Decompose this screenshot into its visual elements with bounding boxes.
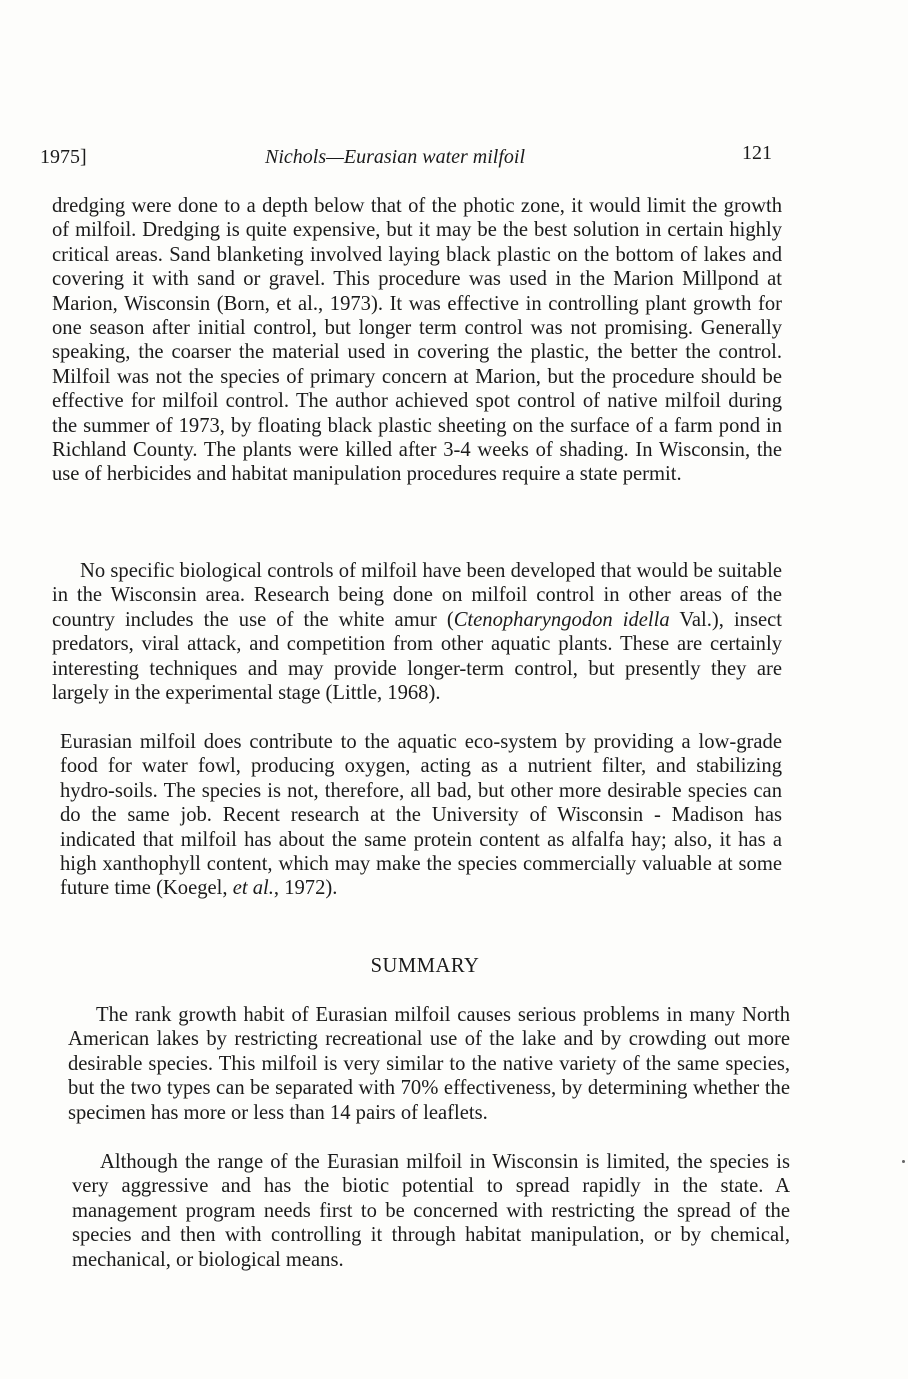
summary-heading: SUMMARY	[370, 955, 480, 977]
paragraph-biological-controls	[52, 559, 782, 705]
scan-speck	[902, 1160, 905, 1163]
page-number: 121	[742, 142, 772, 164]
body-paragraph-2	[52, 559, 782, 705]
paragraph-text-b: , 1972).	[273, 877, 338, 900]
paragraph-text-a: No specific biological controls of milfoil have been developed that would be suitable in the Wisconsin area. Research being done on milfoil control in other areas of the country includes the use of the white amur (	[52, 560, 782, 631]
citation-et-al: et al.	[232, 877, 274, 900]
paragraph-text: Although the range of the Eurasian milfoil in Wisconsin is limited, the species is very aggressive and has the biotic potential to spread rapidly in the state. A management program needs first to be concerned with restricting the spread of the species and then with controlling it through habitat manipulation, or by chemical, mechanical, or biological means.	[72, 1151, 790, 1271]
running-header	[40, 142, 780, 172]
paragraph-text-b: Val.), insect predators, viral attack, and competition from other aquatic plants. These are certainly interesting techniques and may provide longer-term control, but presently they are largely in the experimental stage (Little, 1968).	[52, 608, 782, 705]
body-paragraph-3	[60, 730, 782, 901]
species-name: Ctenopharyngodon idella	[453, 608, 670, 631]
summary-paragraph-1	[68, 1003, 790, 1125]
paragraph-text: The rank growth habit of Eurasian milfoil causes serious problems in many North American lakes by restricting recreational use of the lake and by crowding out more desirable species. This milfoil is very similar to the native variety of the same species, but the two types can be separated with 70% effectiveness, by determining whether the specimen has more or less than 14 pairs of leaflets.	[68, 1004, 790, 1124]
paragraph-ecosystem	[60, 730, 782, 901]
body-paragraph-1	[52, 194, 782, 487]
header-year: 1975]	[40, 146, 87, 168]
header-running-title: Nichols—Eurasian water milfoil	[265, 146, 526, 168]
paragraph-text-a: Eurasian milfoil does contribute to the aquatic eco-system by providing a low-grade food for water fowl, producing oxygen, acting as a nutrient filter, and stabilizing hydro-soils. The species is not, therefore, all bad, but other more desirable species can do the same job. Recent research at the University of Wisconsin - Madison has indicated that milfoil has about the same protein content as alfalfa hay; also, it has a high xanthophyll content, which may make the species commercially valuable at some future time (Koegel,	[60, 731, 782, 900]
paragraph-text: dredging were done to a depth below that of the photic zone, it would limit the growth of milfoil. Dredging is quite expensive, but it may be the best solution in certain highly critical areas. Sand blanketing involved laying black plastic on the bottom of lakes and covering it with sand or gravel. This procedure was used in the Marion Millpond at Marion, Wisconsin (Born, et al., 1973). It was effective in controlling plant growth for one season after initial control, but longer term control was not promising. Generally speaking, the coarser the material used in covering the plastic, the better the control. Milfoil was not the species of primary concern at Marion, but the procedure should be effective for milfoil control. The author achieved spot control of native milfoil during the summer of 1973, by floating black plastic sheeting on the surface of a farm pond in Richland County. The plants were killed after 3-4 weeks of shading. In Wisconsin, the use of herbicides and habitat manipulation procedures require a state permit.	[52, 195, 782, 486]
summary-paragraph-2	[72, 1150, 790, 1272]
